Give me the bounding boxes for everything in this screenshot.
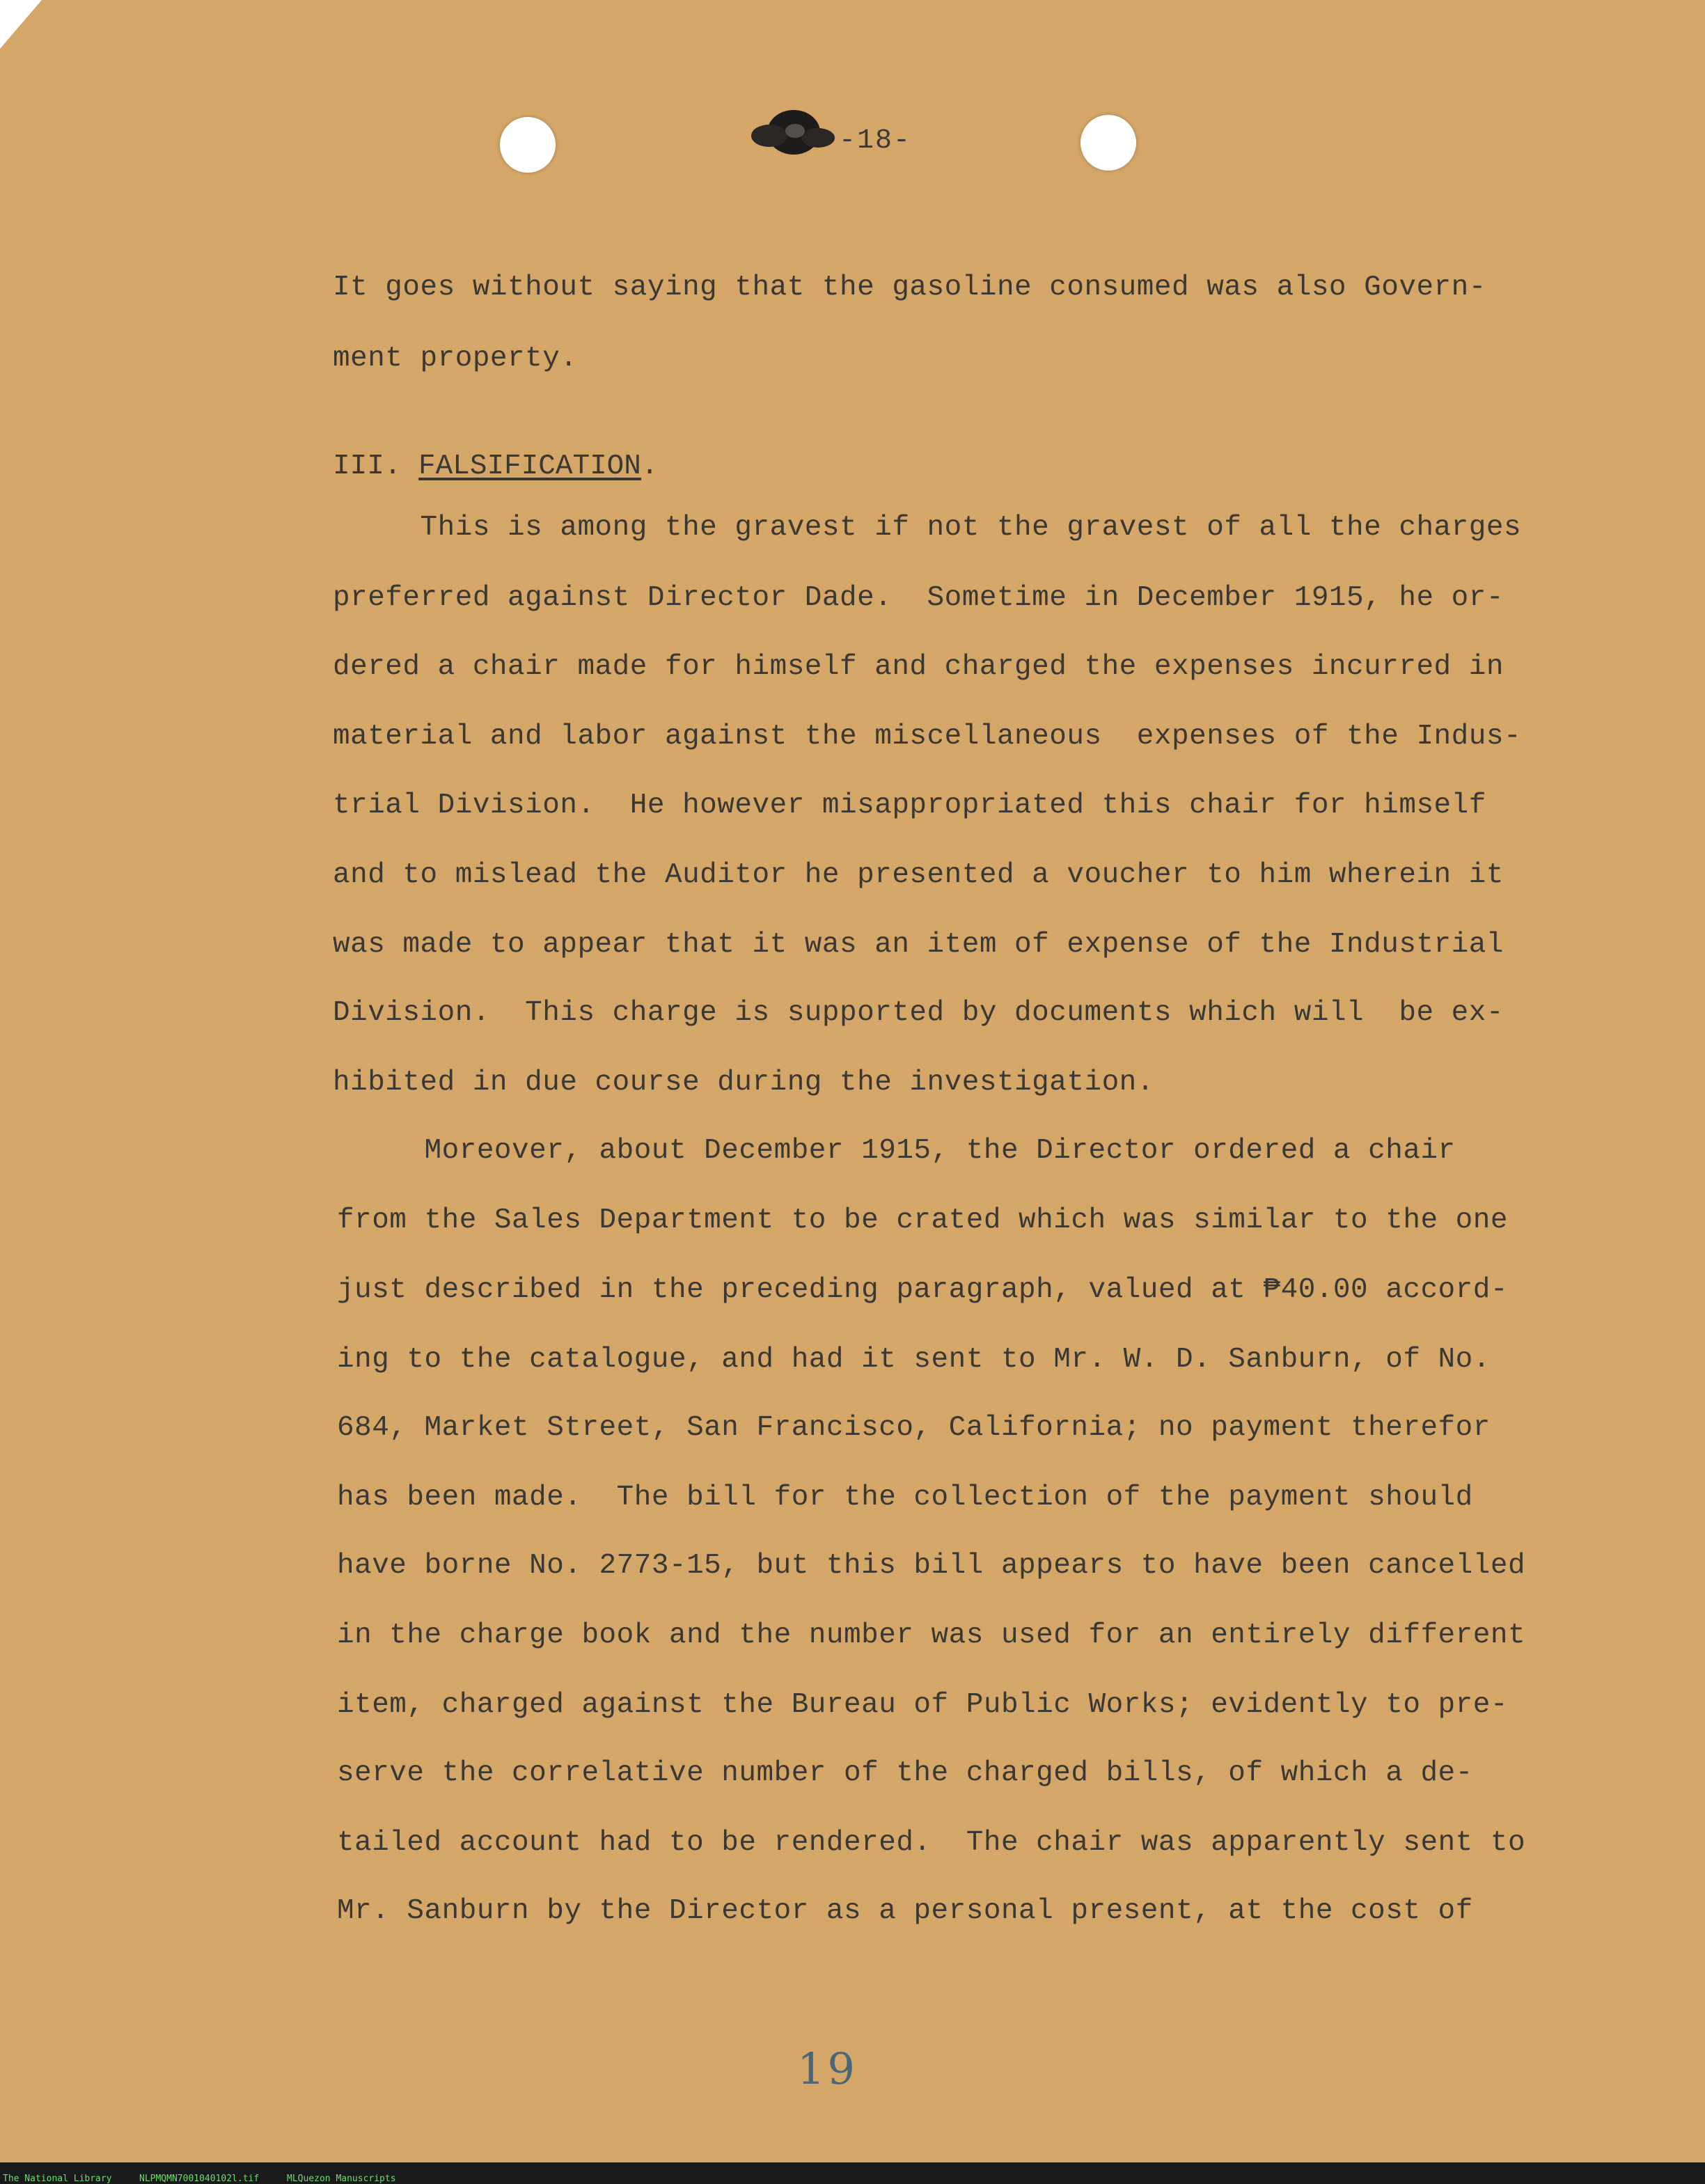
paragraph-1-line-4: material and labor against the miscellaneous expenses of the Indus-	[333, 721, 1522, 753]
footer-library: The National Library	[3, 2174, 112, 2184]
section-title-period: .	[641, 450, 659, 482]
paragraph-2-line-1: Moreover, about December 1915, the Director ordered a chair	[337, 1135, 1456, 1167]
paragraph-2-line-10: serve the correlative number of the charged bills, of which a de-	[337, 1757, 1473, 1789]
paragraph-2-line-2: from the Sales Department to be crated which was similar to the one	[337, 1204, 1508, 1236]
section-numeral: III.	[333, 450, 402, 482]
footer-file: NLPMQMN7001040102l.tif	[139, 2174, 260, 2184]
page-number-top: -18-	[839, 125, 912, 157]
page-stamp-number: 19	[797, 2043, 858, 2094]
paragraph-2-line-9: item, charged against the Bureau of Public Works; evidently to pre-	[337, 1689, 1508, 1721]
ink-blot	[738, 104, 842, 160]
paragraph-2-line-3: just described in the preceding paragraph, valued at ₱40.00 accord-	[337, 1274, 1508, 1306]
punch-hole-left	[500, 117, 556, 173]
punch-hole-right	[1081, 115, 1136, 171]
section-title: FALSIFICATION	[418, 450, 641, 482]
paragraph-1-line-2: preferred against Director Dade. Sometime in December 1915, he or-	[333, 582, 1504, 614]
paragraph-1-line-7: was made to appear that it was an item of expense of the Industrial	[333, 929, 1504, 961]
paragraph-2-line-7: have borne No. 2773-15, but this bill appears to have been cancelled	[337, 1550, 1526, 1582]
folded-corner	[0, 0, 42, 49]
paragraph-2-line-11: tailed account had to be rendered. The chair was apparently sent to	[337, 1827, 1526, 1859]
scan-footer	[0, 2162, 1705, 2183]
paragraph-1-line-3: dered a chair made for himself and charged the expenses incurred in	[333, 651, 1504, 683]
paragraph-2-line-5: 684, Market Street, San Francisco, California; no payment therefor	[337, 1412, 1491, 1444]
paragraph-1-line-1: This is among the gravest if not the gravest of all the charges	[333, 512, 1522, 544]
continuation-line-1: It goes without saying that the gasoline consumed was also Govern-	[333, 272, 1486, 304]
paragraph-1-line-9: hibited in due course during the investigation.	[333, 1067, 1154, 1099]
footer-collection: MLQuezon Manuscripts	[287, 2174, 396, 2184]
paragraph-1-line-5: trial Division. He however misappropriated this chair for himself	[333, 789, 1486, 822]
paragraph-2-line-12: Mr. Sanburn by the Director as a personal present, at the cost of	[337, 1895, 1473, 1927]
paragraph-2-line-8: in the charge book and the number was used for an entirely different	[337, 1619, 1526, 1651]
section-heading	[333, 449, 659, 484]
paragraph-2-line-6: has been made. The bill for the collection of the payment should	[337, 1482, 1473, 1514]
paragraph-1-line-6: and to mislead the Auditor he presented a voucher to him wherein it	[333, 859, 1504, 891]
continuation-line-2: ment property.	[333, 343, 578, 375]
paragraph-1-line-8: Division. This charge is supported by documents which will be ex-	[333, 997, 1504, 1029]
paragraph-2-line-4: ing to the catalogue, and had it sent to Mr. W. D. Sanburn, of No.	[337, 1344, 1491, 1376]
